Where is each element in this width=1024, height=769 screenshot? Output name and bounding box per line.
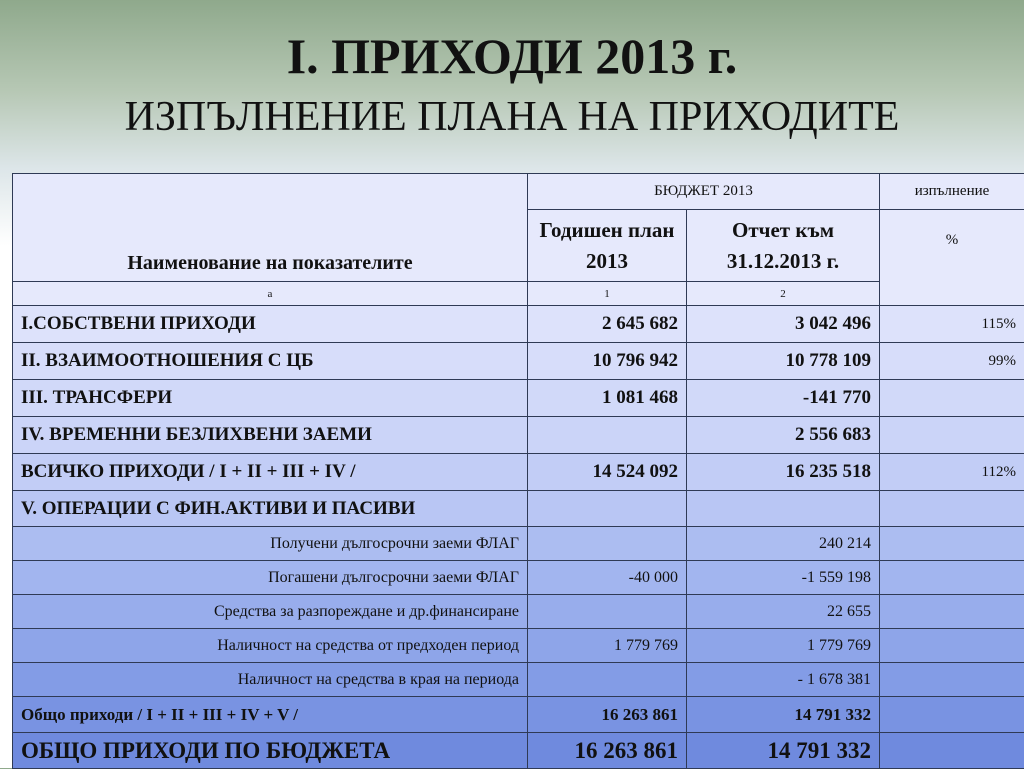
row-label: V. ОПЕРАЦИИ С ФИН.АКТИВИ И ПАСИВИ <box>13 491 528 527</box>
row-plan: 1 779 769 <box>528 629 687 663</box>
row-percent <box>880 595 1024 629</box>
row-report: 10 778 109 <box>687 343 880 380</box>
row-report <box>687 491 880 527</box>
row-label: III. ТРАНСФЕРИ <box>13 380 528 417</box>
row-label: Получени дългосрочни заеми ФЛАГ <box>13 527 528 561</box>
row-percent: 99% <box>880 343 1024 380</box>
header-annual-plan: Годишен план 2013 <box>528 210 687 282</box>
row-percent <box>880 417 1024 454</box>
row-label: Наличност на средства от предходен период <box>13 629 528 663</box>
table-row <box>13 380 1024 417</box>
row-report: 22 655 <box>687 595 880 629</box>
table-row <box>13 417 1024 454</box>
revenue-table <box>12 173 1024 769</box>
row-plan: 14 524 092 <box>528 454 687 491</box>
row-plan: -40 000 <box>528 561 687 595</box>
row-percent <box>880 380 1024 417</box>
row-plan <box>528 595 687 629</box>
header-budget: БЮДЖЕТ 2013 <box>528 174 880 210</box>
row-percent <box>880 527 1024 561</box>
table-row <box>13 343 1024 380</box>
header-row-budget <box>13 174 1024 210</box>
slide-title: I. ПРИХОДИ 2013 г. <box>0 26 1024 86</box>
row-plan: 16 263 861 <box>528 733 687 769</box>
table-row <box>13 595 1024 629</box>
row-report: 1 779 769 <box>687 629 880 663</box>
row-plan <box>528 663 687 697</box>
row-report: 3 042 496 <box>687 306 880 343</box>
row-plan: 10 796 942 <box>528 343 687 380</box>
header-percent: % <box>880 210 1024 306</box>
header-execution: изпълнение <box>880 174 1024 210</box>
row-plan <box>528 491 687 527</box>
row-report: -1 559 198 <box>687 561 880 595</box>
table-row <box>13 491 1024 527</box>
table-row <box>13 306 1024 343</box>
row-label: II. ВЗАИМООТНОШЕНИЯ С ЦБ <box>13 343 528 380</box>
row-report: -141 770 <box>687 380 880 417</box>
row-plan: 1 081 468 <box>528 380 687 417</box>
row-label: IV. ВРЕМЕННИ БЕЗЛИХВЕНИ ЗАЕМИ <box>13 417 528 454</box>
row-plan <box>528 417 687 454</box>
row-report: 16 235 518 <box>687 454 880 491</box>
row-label: I.СОБСТВЕНИ ПРИХОДИ <box>13 306 528 343</box>
row-plan <box>528 527 687 561</box>
row-percent <box>880 561 1024 595</box>
table-row-total <box>13 733 1024 769</box>
header-row-index <box>13 282 1024 306</box>
table-row <box>13 454 1024 491</box>
row-label: Общо приходи / I + II + III + IV + V / <box>13 697 528 733</box>
row-label: ОБЩО ПРИХОДИ ПО БЮДЖЕТА <box>13 733 528 769</box>
row-report: 240 214 <box>687 527 880 561</box>
row-percent: 112% <box>880 454 1024 491</box>
header-report: Отчет към 31.12.2013 г. <box>687 210 880 282</box>
row-percent <box>880 491 1024 527</box>
index-a: а <box>13 282 528 306</box>
table-row <box>13 527 1024 561</box>
table-row <box>13 697 1024 733</box>
row-percent <box>880 697 1024 733</box>
index-1: 1 <box>528 282 687 306</box>
row-label: Погашени дългосрочни заеми ФЛАГ <box>13 561 528 595</box>
index-2: 2 <box>687 282 880 306</box>
table-row <box>13 629 1024 663</box>
slide-subtitle: ИЗПЪЛНЕНИЕ ПЛАНА НА ПРИХОДИТЕ <box>0 92 1024 142</box>
row-label: Наличност на средства в края на периода <box>13 663 528 697</box>
row-report: 14 791 332 <box>687 733 880 769</box>
table-row <box>13 663 1024 697</box>
header-name: Наименование на показателите <box>13 174 528 282</box>
row-percent <box>880 733 1024 769</box>
row-plan: 16 263 861 <box>528 697 687 733</box>
row-percent <box>880 663 1024 697</box>
row-label: Средства за разпореждане и др.финансиране <box>13 595 528 629</box>
row-percent: 115% <box>880 306 1024 343</box>
row-label: ВСИЧКО ПРИХОДИ / I + II + III + IV / <box>13 454 528 491</box>
table-row <box>13 561 1024 595</box>
row-report: 14 791 332 <box>687 697 880 733</box>
row-report: 2 556 683 <box>687 417 880 454</box>
row-percent <box>880 629 1024 663</box>
row-report: - 1 678 381 <box>687 663 880 697</box>
row-plan: 2 645 682 <box>528 306 687 343</box>
